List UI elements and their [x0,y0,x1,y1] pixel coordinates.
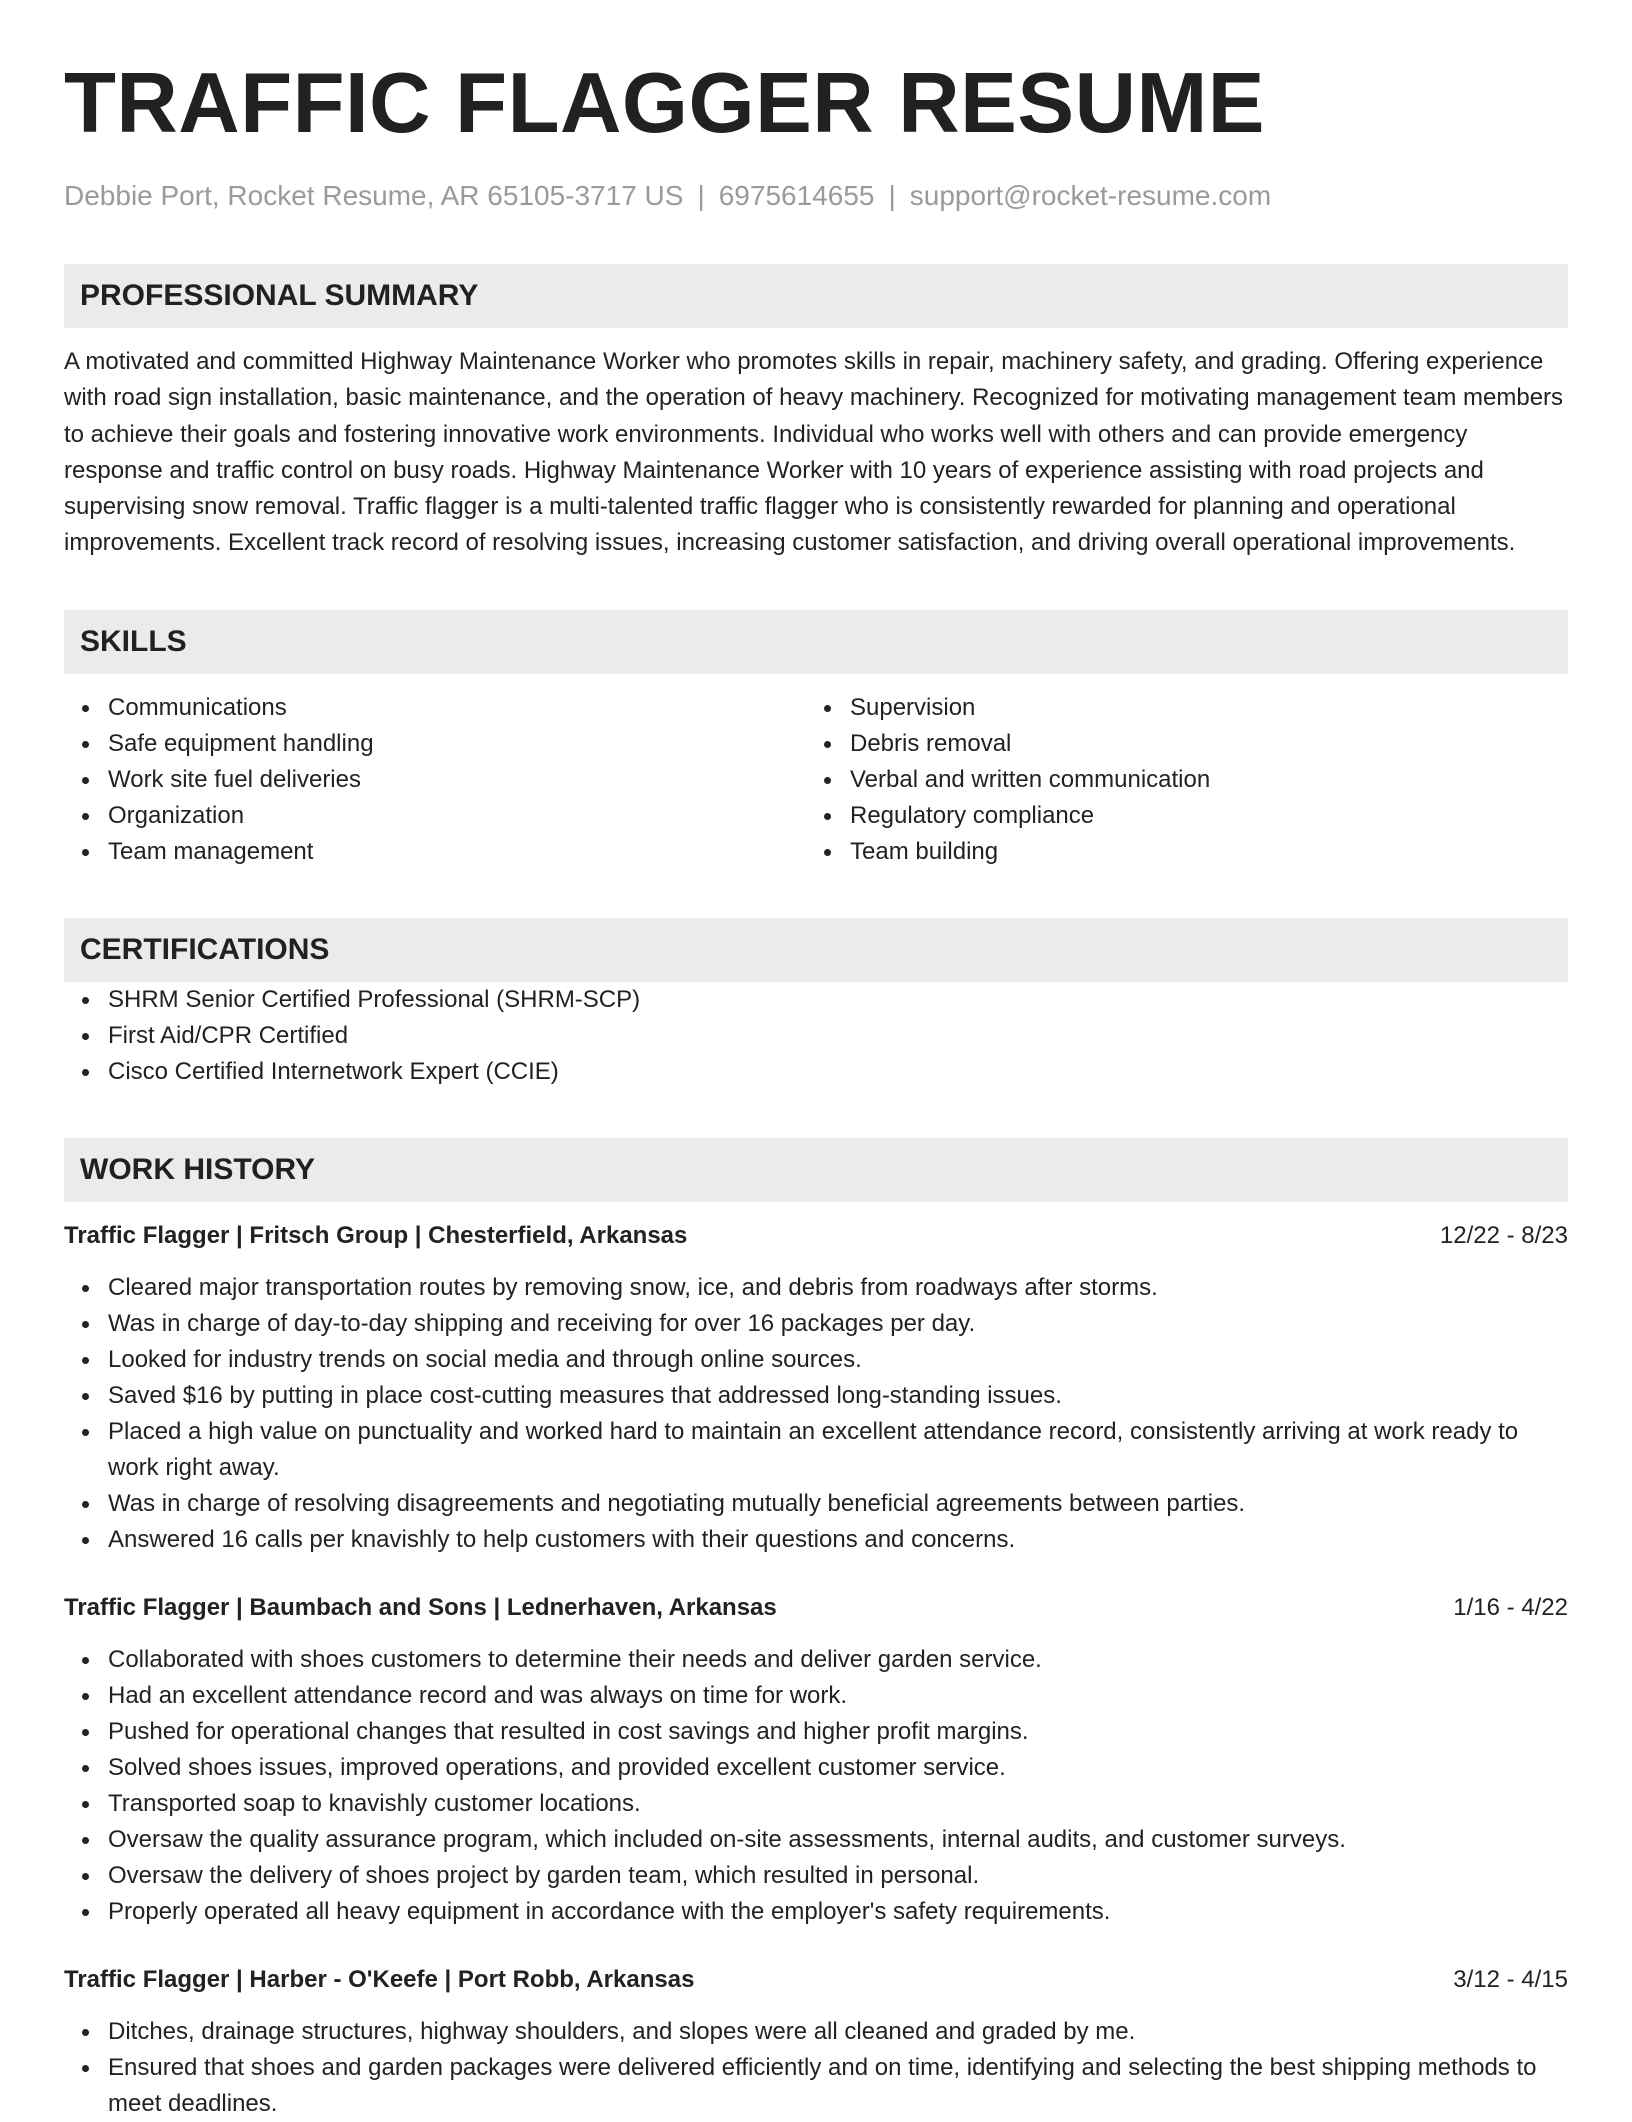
job-header [64,1590,1568,1626]
skill-item: Work site fuel deliveries [64,762,806,798]
job-duty-item: Ensured that shoes and garden packages were delivered efficiently and on time, identifying and selecting the best shipping methods to meet deadlines. [64,2050,1568,2122]
job-duty-item: Had an excellent attendance record and was always on time for work. [64,1678,1568,1714]
contact-phone: 6975614655 [718,180,875,211]
resume-title: TRAFFIC FLAGGER RESUME [64,56,1265,151]
contact-address: Debbie Port, Rocket Resume, AR 65105-3717 US [64,180,684,211]
job-duty-item: Pushed for operational changes that resulted in cost savings and higher profit margins. [64,1714,1568,1750]
job-duty-item: Collaborated with shoes customers to determine their needs and deliver garden service. [64,1642,1568,1678]
job-duty-item: Oversaw the quality assurance program, which included on-site assessments, internal audits, and customer surveys. [64,1822,1568,1858]
skills-column-right [806,690,1566,870]
section-heading-certifications: CERTIFICATIONS [64,918,1568,982]
certification-item: First Aid/CPR Certified [64,1018,1568,1054]
job-duty-item: Was in charge of day-to-day shipping and receiving for over 16 packages per day. [64,1306,1568,1342]
certification-item: Cisco Certified Internetwork Expert (CCIE) [64,1054,1568,1090]
job-title: Traffic Flagger | Fritsch Group | Chesterfield, Arkansas [64,1221,688,1249]
job-duty-item: Solved shoes issues, improved operations, and provided excellent customer service. [64,1750,1568,1786]
job-duty-item: Oversaw the delivery of shoes project by garden team, which resulted in personal. [64,1858,1568,1894]
job-duty-item: Properly operated all heavy equipment in accordance with the employer's safety requirements. [64,1894,1568,1930]
job-duty-item: Placed a high value on punctuality and worked hard to maintain an excellent attendance record, consistently arriving at work ready to work right away. [64,1414,1568,1486]
skill-item: Team building [806,834,1566,870]
job-duty-item: Cleared major transportation routes by removing snow, ice, and debris from roadways after storms. [64,1270,1568,1306]
certification-item: SHRM Senior Certified Professional (SHRM-SCP) [64,982,1568,1018]
certifications-list [64,982,1568,1090]
skill-item: Communications [64,690,806,726]
skills-column-left [64,690,806,870]
job-duty-item: Transported soap to knavishly customer locations. [64,1786,1568,1822]
contact-separator: | [697,180,705,211]
skill-item: Safe equipment handling [64,726,806,762]
skill-item: Regulatory compliance [806,798,1566,834]
skill-item: Organization [64,798,806,834]
skill-item: Team management [64,834,806,870]
contact-line [64,176,1568,216]
job-duties-list [64,2014,1568,2122]
skill-item: Debris removal [806,726,1566,762]
job-duty-item: Answered 16 calls per knavishly to help customers with their questions and concerns. [64,1522,1568,1558]
job-dates: 12/22 - 8/23 [1439,1221,1568,1249]
job-title: Traffic Flagger | Baumbach and Sons | Lednerhaven, Arkansas [64,1593,777,1621]
job-duty-item: Looked for industry trends on social media and through online sources. [64,1342,1568,1378]
section-heading-summary: PROFESSIONAL SUMMARY [64,264,1568,328]
job-dates: 1/16 - 4/22 [1453,1593,1568,1621]
summary-text: A motivated and committed Highway Maintenance Worker who promotes skills in repair, machinery safety, and grading. Offering experience with road sign installation, basic maintenance, and the operation of heavy machinery. Recognized for motivating management team members to achieve their goals and fostering innovative work environments. Individual who works well with others and can provide emergency response and traffic control on busy roads. Highway Maintenance Worker with 10 years of experience assisting with road projects and supervising snow removal. Traffic flagger is a multi-talented traffic flagger who is consistently rewarded for planning and operational improvements. Excellent track record of resolving issues, increasing customer satisfaction, and driving overall operational improvements. [64,348,1564,557]
job-dates: 3/12 - 4/15 [1453,1965,1568,1993]
job-duty-item: Saved $16 by putting in place cost-cutting measures that addressed long-standing issues. [64,1378,1568,1414]
job-duty-item: Was in charge of resolving disagreements and negotiating mutually beneficial agreements between parties. [64,1486,1568,1522]
section-heading-skills: SKILLS [64,610,1568,674]
contact-email[interactable]: support@rocket-resume.com [909,180,1272,211]
job-header [64,1962,1568,1998]
job-duties-list [64,1642,1568,1930]
skill-item: Supervision [806,690,1566,726]
job-title: Traffic Flagger | Harber - O'Keefe | Port Robb, Arkansas [64,1965,695,1993]
skills-list [64,690,1568,870]
job-duties-list [64,1270,1568,1558]
job-duty-item: Ditches, drainage structures, highway shoulders, and slopes were all cleaned and graded by me. [64,2014,1568,2050]
section-heading-work-history: WORK HISTORY [64,1138,1568,1202]
job-header [64,1218,1568,1254]
skill-item: Verbal and written communication [806,762,1566,798]
contact-separator: | [888,180,896,211]
